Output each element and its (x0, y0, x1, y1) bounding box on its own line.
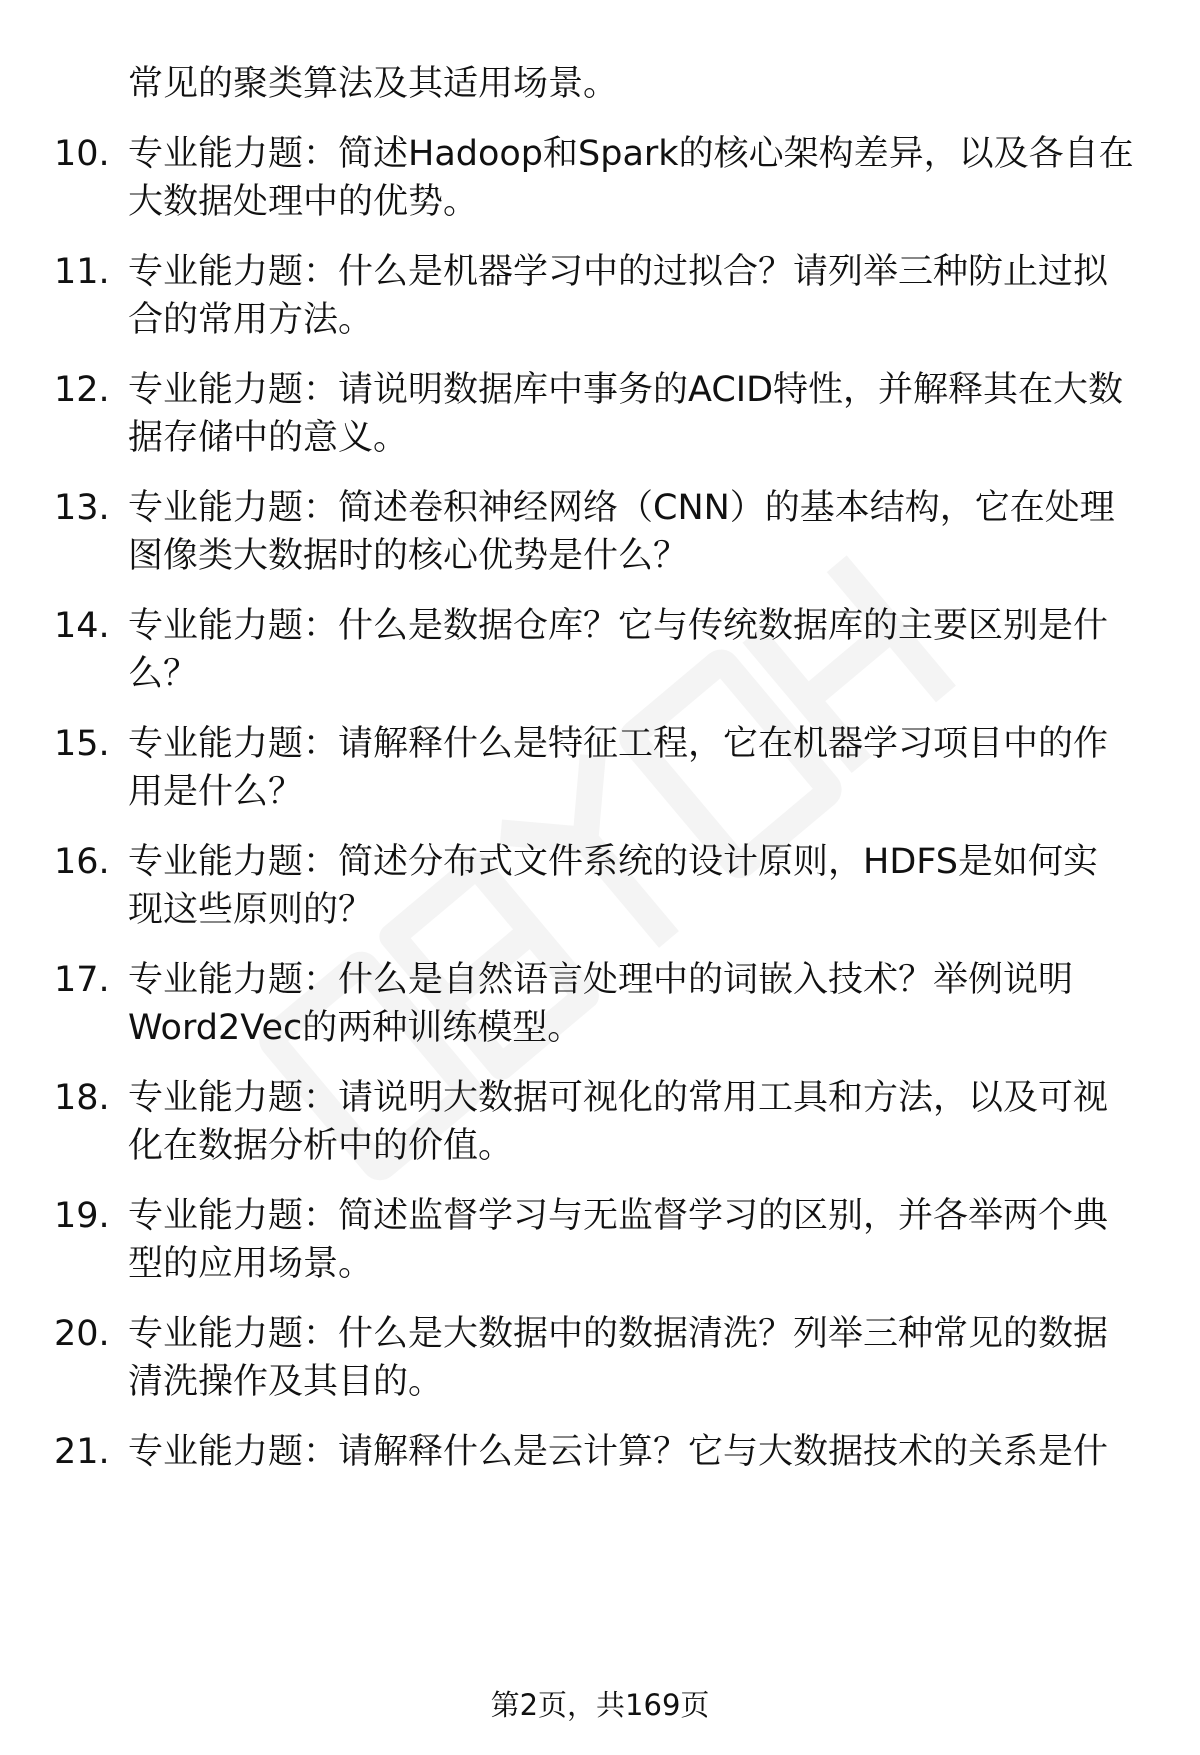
question-line: 专业能力题：简述Hadoop和Spark的核心架构差异，以及各自在 (128, 134, 1134, 174)
question-line: 专业能力题：请说明数据库中事务的ACID特性，并解释其在大数 (128, 370, 1124, 410)
question-number: 19. (54, 1196, 110, 1236)
question-line: 合的常用方法。 (128, 300, 374, 340)
question-line: 据存储中的意义。 (128, 418, 409, 458)
question-number: 13. (54, 488, 110, 528)
question-line: 专业能力题：什么是数据仓库？它与传统数据库的主要区别是什 (128, 606, 1109, 646)
question-line: 么？ (128, 654, 199, 694)
question-line: 专业能力题：请说明大数据可视化的常用工具和方法，以及可视 (128, 1078, 1109, 1118)
question-number: 17. (54, 960, 110, 1000)
question-number: 14. (54, 606, 110, 646)
question-line: 大数据处理中的优势。 (128, 182, 479, 222)
question-line: 专业能力题：简述监督学习与无监督学习的区别，并各举两个典 (128, 1196, 1109, 1236)
question-line: 专业能力题：什么是大数据中的数据清洗？列举三种常见的数据 (128, 1314, 1109, 1354)
question-line: Word2Vec的两种训练模型。 (128, 1008, 583, 1048)
question-line: 型的应用场景。 (128, 1244, 374, 1284)
question-line: 用是什么？ (128, 772, 304, 812)
question-line: 现这些原则的？ (128, 890, 374, 930)
question-line: 专业能力题：请解释什么是特征工程，它在机器学习项目中的作 (128, 724, 1109, 764)
question-line: 专业能力题：简述分布式文件系统的设计原则，HDFS是如何实 (128, 842, 1099, 882)
question-number: 11. (54, 252, 110, 292)
question-number: 12. (54, 370, 110, 410)
question-number: 18. (54, 1078, 110, 1118)
question-line: 专业能力题：简述卷积神经网络（CNN）的基本结构，它在处理 (128, 488, 1115, 528)
question-number: 16. (54, 842, 110, 882)
question-number: 21. (54, 1432, 110, 1472)
question-number: 20. (54, 1314, 110, 1354)
question-line: 专业能力题：什么是机器学习中的过拟合？请列举三种防止过拟 (128, 252, 1109, 292)
question-line: 图像类大数据时的核心优势是什么？ (128, 536, 689, 576)
question-line: 专业能力题：请解释什么是云计算？它与大数据技术的关系是什 (128, 1432, 1109, 1472)
question-line: 专业能力题：什么是自然语言处理中的词嵌入技术？举例说明 (128, 960, 1074, 1000)
question-line: 常见的聚类算法及其适用场景。 (128, 64, 619, 104)
page-number: 第2页，共169页 (490, 1688, 710, 1722)
question-number: 15. (54, 724, 110, 764)
question-line: 化在数据分析中的价值。 (128, 1126, 514, 1166)
question-line: 清洗操作及其目的。 (128, 1362, 444, 1402)
question-number: 10. (54, 134, 110, 174)
